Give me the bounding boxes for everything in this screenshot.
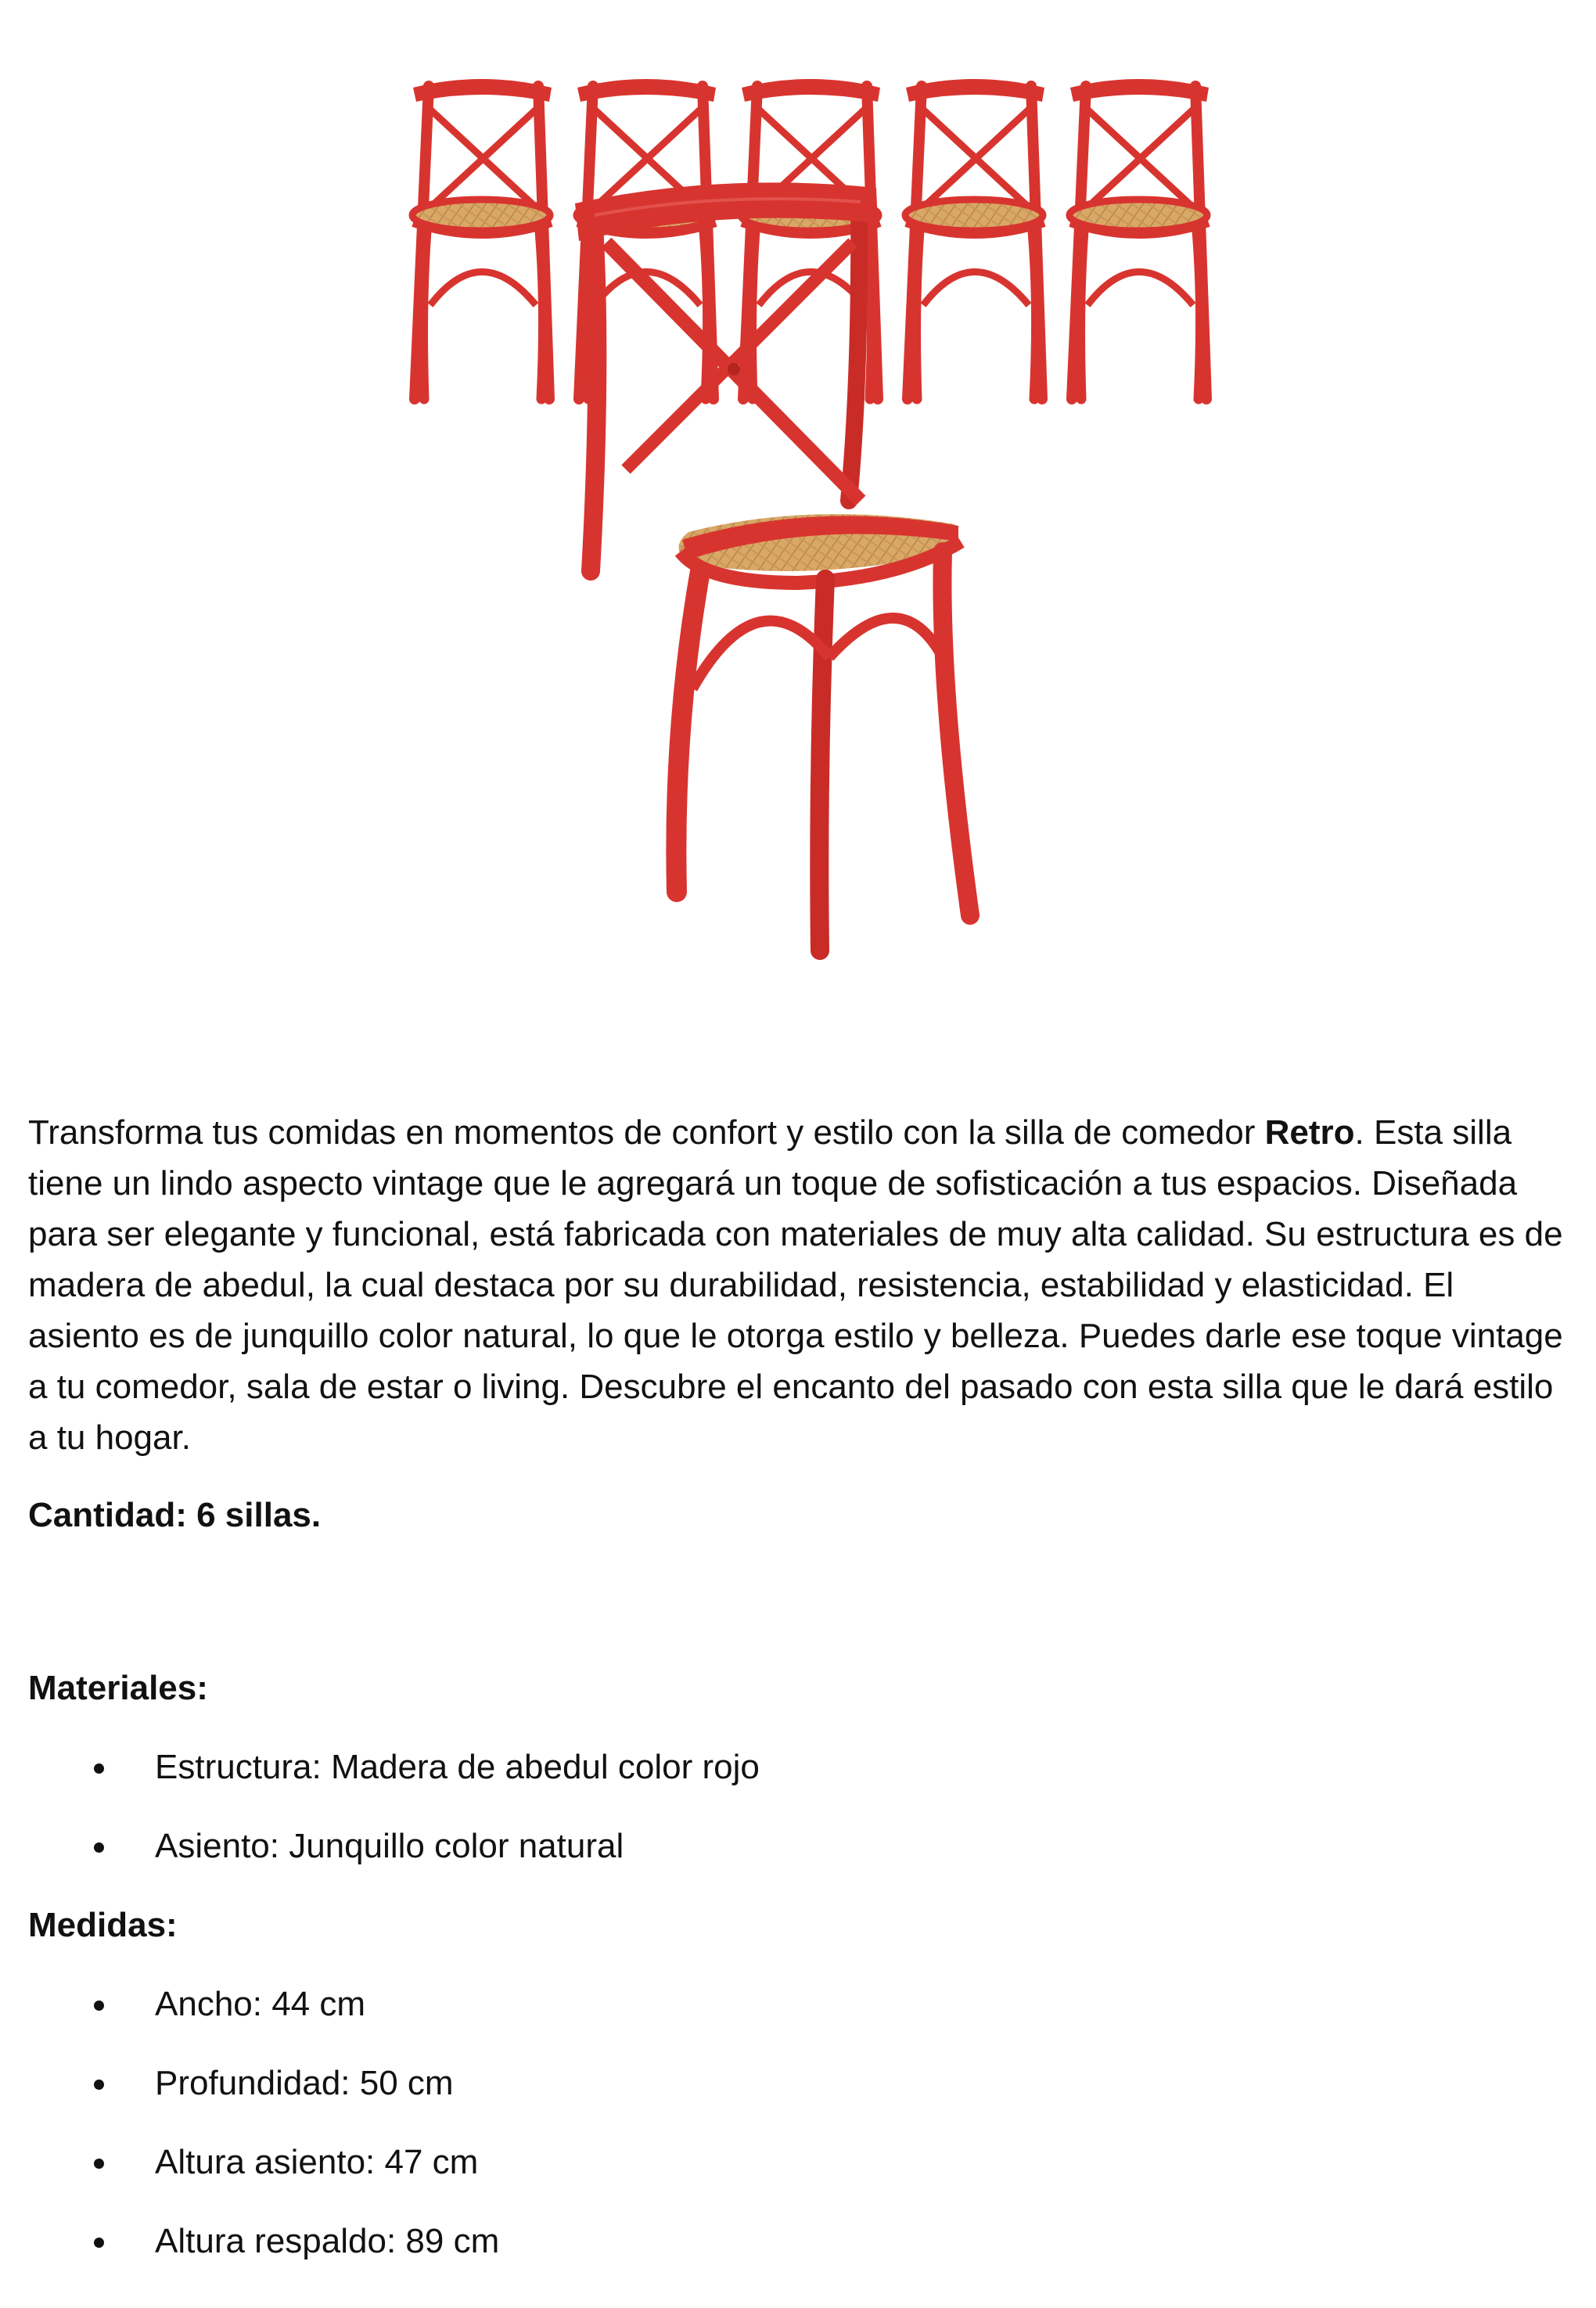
measures-title: Medidas: [28,1906,178,1944]
list-item: Ancho: 44 cm [28,1965,1573,2044]
list-item: Profundidad: 50 cm [28,2044,1573,2123]
chairs-illustration [391,63,1220,962]
product-image [391,63,1220,962]
list-item: Estructura: Madera de abedul color rojo [28,1727,1573,1806]
product-description [28,1107,1573,1463]
chair-4 [905,79,1044,399]
measures-list [28,1965,1573,2281]
chair-1 [412,79,552,399]
product-content [28,1107,1573,2281]
list-item: Altura asiento: 47 cm [28,2123,1573,2202]
materials-list [28,1727,1573,1886]
list-item: Asiento: Junquillo color natural [28,1806,1573,1886]
product-name: Retro [1264,1113,1355,1152]
materials-title: Materiales: [28,1669,208,1707]
list-item: Altura respaldo: 89 cm [28,2202,1573,2281]
quantity: Cantidad: 6 sillas. [28,1496,322,1534]
description-part-2: . Esta silla tiene un lindo aspecto vintage que le agregará un toque de sofisticación a tus espacios. Diseñada para ser elegante y funcional, está fabricada con materiales de muy alta calidad. Su estructura es de madera de abedul, la cual destaca por su durabilidad, resistencia, estabilidad y elasticidad. El asiento es de junquillo color natural, lo que le otorga estilo y belleza. Puedes darle ese toque vintage a tu comedor, sala de estar o living. Descubre el encanto del pasado con esta silla que le dará estilo a tu hogar. [28,1113,1563,1457]
chair-5 [1069,79,1209,399]
description-part-1: Transforma tus comidas en momentos de confort y estilo con la silla de comedor [28,1113,1265,1152]
